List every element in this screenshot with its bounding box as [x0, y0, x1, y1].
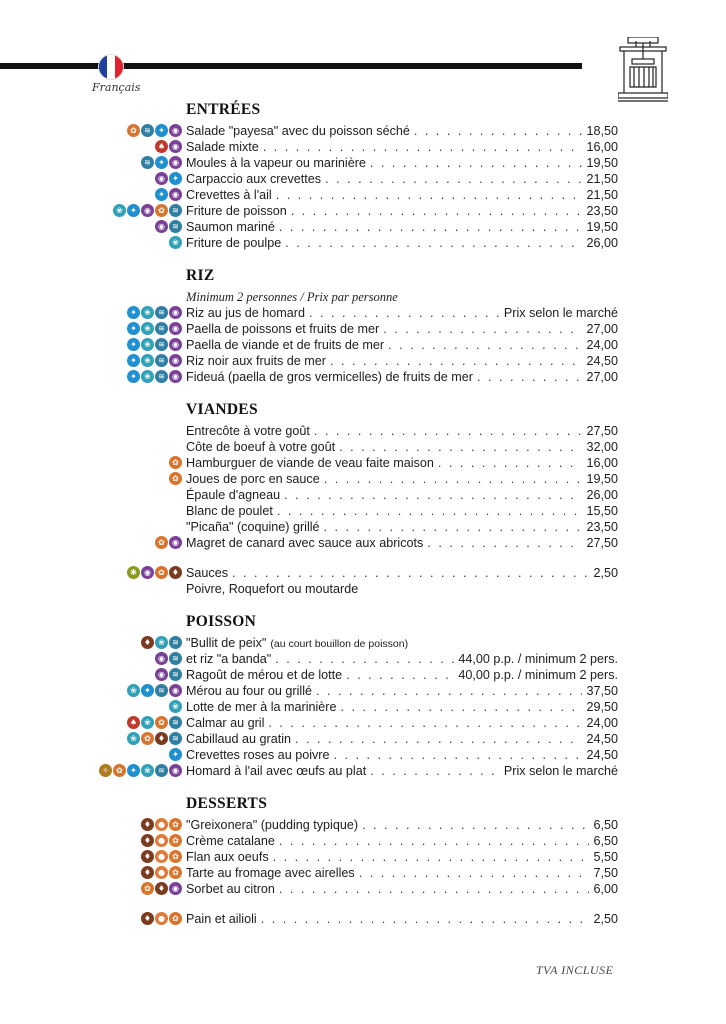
- menu-item: [130, 305, 618, 321]
- mustard-allergen-icon: ✱: [127, 566, 140, 579]
- allergen-icons: [169, 700, 182, 713]
- dot-leader: [370, 155, 583, 171]
- menu-item-name: Fideuá (paella de gros vermicelles) de fruits de mer: [186, 370, 473, 384]
- menu-item-price: 19,50: [586, 220, 618, 234]
- menu-item-price: 21,50: [586, 172, 618, 186]
- language-label[interactable]: Français: [92, 81, 141, 94]
- allergen-icons: [141, 156, 182, 169]
- menu-item-price: 2,50: [593, 566, 618, 580]
- menu-item: [129, 715, 618, 731]
- allergen-icons: [141, 882, 182, 895]
- allergen-icons: [127, 684, 182, 697]
- allergen-icons: [169, 748, 182, 761]
- menu-item-name: Blanc de poulet: [186, 504, 273, 518]
- menu-item-price: 18,50: [586, 124, 618, 138]
- menu-item: [172, 699, 618, 715]
- menu-item-price: 32,00: [586, 440, 618, 454]
- menu-item-name: Paella de viande et de fruits de mer: [186, 338, 385, 352]
- gluten-allergen-icon: ✿: [169, 456, 182, 469]
- menu-section: [116, 100, 618, 251]
- dot-leader: [325, 171, 582, 187]
- gluten-allergen-icon: ✿: [141, 882, 154, 895]
- fish-allergen-icon: ≋: [169, 204, 182, 217]
- dot-leader: [330, 353, 583, 369]
- milk-allergen-icon: ♦: [141, 818, 154, 831]
- menu-item-name: Moules à la vapeur ou marinière: [186, 156, 366, 170]
- menu-item-name: Tarte au fromage avec airelles: [186, 866, 355, 880]
- menu-item: [143, 817, 618, 833]
- menu-item-name: Riz au jus de homard: [186, 306, 306, 320]
- menu-item-price: 44,00 p.p. / minimum 2 pers.: [458, 652, 618, 666]
- fish-allergen-icon: ≋: [155, 338, 168, 351]
- dot-leader: [263, 139, 583, 155]
- section-title: POISSON: [186, 613, 257, 630]
- mollusc-allergen-icon: ◉: [169, 370, 182, 383]
- dot-leader: [261, 911, 590, 927]
- gluten-allergen-icon: ✿: [169, 818, 182, 831]
- menu-item-price: 24,50: [586, 732, 618, 746]
- menu-item-name: Côte de boeuf à votre goût: [186, 440, 336, 454]
- menu-item-name: Paella de poissons et fruits de mer: [186, 322, 380, 336]
- menu-item-name: "Greixonera" (pudding typique): [186, 818, 359, 832]
- menu-item-price: 6,50: [593, 834, 618, 848]
- menu-list: [102, 100, 618, 942]
- fish-allergen-icon: ≋: [155, 322, 168, 335]
- menu-item-name: Saumon mariné: [186, 220, 275, 234]
- menu-item-name: Sauces: [186, 566, 229, 580]
- celery-allergen-icon: ❀: [141, 716, 154, 729]
- crustacean-allergen-icon: ✦: [155, 188, 168, 201]
- gluten-allergen-icon: ✿: [127, 124, 140, 137]
- menu-item-price: 40,00 p.p. / minimum 2 pers.: [458, 668, 618, 682]
- menu-section: [102, 612, 618, 779]
- gluten-allergen-icon: ✿: [155, 716, 168, 729]
- dot-leader: [324, 519, 583, 535]
- allergen-icons: [169, 236, 182, 249]
- menu-item-name: Cabillaud au gratin: [186, 732, 292, 746]
- fish-allergen-icon: ≋: [169, 220, 182, 233]
- celery-allergen-icon: ❀: [169, 236, 182, 249]
- menu-section: [130, 400, 618, 597]
- menu-item: [186, 503, 618, 519]
- menu-item: [158, 187, 618, 203]
- dot-leader: [383, 321, 582, 337]
- language-flag-icon[interactable]: [98, 54, 124, 80]
- allergen-icons: [155, 140, 182, 153]
- menu-item-name: Ragoût de mérou et de lotte: [186, 668, 343, 682]
- menu-item: [130, 353, 618, 369]
- menu-item-name: Joues de porc en sauce: [186, 472, 320, 486]
- menu-item: [186, 487, 618, 503]
- menu-item-name: Épaule d'agneau: [186, 488, 281, 502]
- fish-allergen-icon: ≋: [169, 652, 182, 665]
- fish-allergen-icon: ≋: [169, 716, 182, 729]
- allergen-icons: [155, 668, 182, 681]
- gluten-allergen-icon: ✿: [169, 866, 182, 879]
- dot-leader: [275, 651, 454, 667]
- section-title: ENTRÉES: [186, 101, 261, 118]
- menu-item-price: 24,50: [586, 748, 618, 762]
- celery-allergen-icon: ❀: [169, 700, 182, 713]
- dot-leader: [279, 219, 583, 235]
- menu-item-name: "Bullit de peix": [186, 636, 267, 650]
- menu-item-price: 27,00: [586, 322, 618, 336]
- crustacean-allergen-icon: ✦: [169, 172, 182, 185]
- sauce-options: Poivre, Roquefort ou moutarde: [186, 582, 359, 596]
- menu-item: [130, 123, 618, 139]
- dot-leader: [279, 833, 590, 849]
- mollusc-allergen-icon: ◉: [169, 156, 182, 169]
- menu-item-price: Prix selon le marché: [503, 306, 618, 320]
- allergen-icons: [127, 322, 182, 335]
- menu-item: [130, 565, 618, 581]
- menu-item: [172, 747, 618, 763]
- menu-item-name: Sorbet au citron: [186, 882, 275, 896]
- menu-item-name: Entrecôte à votre goût: [186, 424, 310, 438]
- menu-item-price: 26,00: [586, 488, 618, 502]
- allergen-icons: [127, 354, 182, 367]
- menu-item-subnote: (au court bouillon de poisson): [270, 638, 409, 650]
- flag-stripe-blue: [99, 55, 107, 79]
- mollusc-allergen-icon: ◉: [169, 684, 182, 697]
- menu-item: [186, 439, 618, 455]
- menu-item-price: 23,50: [586, 520, 618, 534]
- menu-item: [158, 219, 618, 235]
- allergen-icons: [155, 536, 182, 549]
- mollusc-allergen-icon: ◉: [169, 188, 182, 201]
- gluten-allergen-icon: ✿: [141, 732, 154, 745]
- menu-item-price: 19,50: [586, 472, 618, 486]
- mollusc-allergen-icon: ◉: [169, 338, 182, 351]
- menu-item: [158, 667, 618, 683]
- egg-allergen-icon: ●: [155, 834, 168, 847]
- menu-item: [143, 833, 618, 849]
- menu-item-price: 16,00: [586, 456, 618, 470]
- dot-leader: [316, 683, 582, 699]
- crustacean-allergen-icon: ✦: [127, 306, 140, 319]
- celery-allergen-icon: ❀: [155, 636, 168, 649]
- egg-allergen-icon: ●: [155, 866, 168, 879]
- crustacean-allergen-icon: ✦: [127, 370, 140, 383]
- menu-item-price: 7,50: [593, 866, 618, 880]
- allergen-icons: [155, 652, 182, 665]
- dot-leader: [314, 423, 583, 439]
- gluten-allergen-icon: ✿: [169, 834, 182, 847]
- menu-item: [102, 763, 618, 779]
- menu-item: [158, 651, 618, 667]
- allergen-icons: [155, 220, 182, 233]
- dot-leader: [277, 503, 583, 519]
- section-title: VIANDES: [186, 401, 258, 418]
- menu-item: [157, 139, 618, 155]
- menu-item: [143, 865, 618, 881]
- milk-allergen-icon: ♦: [141, 866, 154, 879]
- mollusc-allergen-icon: ◉: [155, 172, 168, 185]
- gluten-allergen-icon: ✿: [169, 912, 182, 925]
- mollusc-allergen-icon: ◉: [155, 652, 168, 665]
- menu-item-price: Prix selon le marché: [503, 764, 618, 778]
- allergen-icons: [127, 338, 182, 351]
- dot-leader: [273, 849, 590, 865]
- allergen-icons: [141, 866, 182, 879]
- dot-leader: [309, 305, 500, 321]
- milk-allergen-icon: ♦: [141, 850, 154, 863]
- dot-leader: [285, 235, 582, 251]
- menu-item-price: 23,50: [586, 204, 618, 218]
- dot-leader: [477, 369, 583, 385]
- menu-item: [186, 423, 618, 439]
- allergen-icons: [141, 818, 182, 831]
- egg-allergen-icon: ●: [155, 912, 168, 925]
- menu-item: [172, 455, 618, 471]
- milk-allergen-icon: ♦: [169, 566, 182, 579]
- section-title: RIZ: [186, 267, 215, 284]
- dot-leader: [370, 763, 500, 779]
- menu-item-price: 24,50: [586, 354, 618, 368]
- menu-item-name: Salade "payesa" avec du poisson séché: [186, 124, 410, 138]
- fish-allergen-icon: ≋: [169, 732, 182, 745]
- menu-item-name: Carpaccio aux crevettes: [186, 172, 322, 186]
- menu-item-price: 15,50: [586, 504, 618, 518]
- menu-item: [116, 203, 618, 219]
- menu-item-name: Hamburguer de viande de veau faite maison: [186, 456, 434, 470]
- menu-item: [158, 171, 618, 187]
- milk-allergen-icon: ♦: [155, 732, 168, 745]
- spacer: [186, 897, 618, 911]
- menu-item-price: 24,00: [586, 716, 618, 730]
- crustacean-allergen-icon: ✦: [127, 338, 140, 351]
- allergen-icons: [155, 172, 182, 185]
- allergen-icons: [127, 370, 182, 383]
- dot-leader: [295, 731, 582, 747]
- dot-leader: [268, 715, 582, 731]
- menu-item-price: 27,50: [586, 536, 618, 550]
- menu-item-name: Riz noir aux fruits de mer: [186, 354, 326, 368]
- milk-allergen-icon: ♦: [141, 912, 154, 925]
- egg-allergen-icon: ●: [155, 850, 168, 863]
- dot-leader: [279, 881, 590, 897]
- header-rule: [0, 63, 582, 69]
- menu-item-name: "Picaña" (coquine) grillé: [186, 520, 320, 534]
- menu-item-name: Crevettes roses au poivre: [186, 748, 330, 762]
- menu-item-name: Flan aux oeufs: [186, 850, 269, 864]
- menu-item-name: Lotte de mer à la marinière: [186, 700, 337, 714]
- menu-item-price: 5,50: [593, 850, 618, 864]
- crustacean-allergen-icon: ✦: [127, 204, 140, 217]
- gluten-allergen-icon: ✿: [155, 566, 168, 579]
- fish-allergen-icon: ≋: [169, 636, 182, 649]
- sulfite-allergen-icon: ♠: [127, 716, 140, 729]
- mollusc-allergen-icon: ◉: [169, 322, 182, 335]
- menu-item-name: Homard à l'ail avec œufs au plat: [186, 764, 367, 778]
- menu-item: [144, 881, 618, 897]
- allergen-icons: [127, 732, 182, 745]
- fish-allergen-icon: ≋: [155, 370, 168, 383]
- allergen-icons: [99, 764, 182, 777]
- allergen-icons: [141, 834, 182, 847]
- allergen-icons: [141, 850, 182, 863]
- crustacean-allergen-icon: ✦: [127, 764, 140, 777]
- menu-section: [130, 266, 618, 385]
- flag-stripe-white: [107, 55, 115, 79]
- dot-leader: [232, 565, 589, 581]
- milk-allergen-icon: ♦: [141, 834, 154, 847]
- menu-item: [143, 635, 618, 651]
- dot-leader: [276, 187, 583, 203]
- fish-allergen-icon: ≋: [155, 684, 168, 697]
- mollusc-allergen-icon: ◉: [169, 882, 182, 895]
- gluten-allergen-icon: ✿: [155, 204, 168, 217]
- dot-leader: [341, 699, 583, 715]
- celery-allergen-icon: ❀: [127, 732, 140, 745]
- menu-item: [144, 155, 618, 171]
- celery-allergen-icon: ❀: [141, 370, 154, 383]
- mollusc-allergen-icon: ◉: [169, 536, 182, 549]
- celery-allergen-icon: ❀: [141, 322, 154, 335]
- menu-item-price: 27,50: [586, 424, 618, 438]
- dot-leader: [427, 535, 582, 551]
- menu-item-name: Crevettes à l'ail: [186, 188, 272, 202]
- dot-leader: [414, 123, 583, 139]
- allergen-icons: [127, 716, 182, 729]
- fish-allergen-icon: ≋: [155, 764, 168, 777]
- menu-item-price: 16,00: [586, 140, 618, 154]
- mollusc-allergen-icon: ◉: [169, 764, 182, 777]
- egg-allergen-icon: ●: [155, 818, 168, 831]
- fish-allergen-icon: ≋: [141, 156, 154, 169]
- menu-item: [130, 683, 618, 699]
- celery-allergen-icon: ❀: [141, 306, 154, 319]
- gluten-allergen-icon: ✿: [155, 536, 168, 549]
- allergen-icons: [113, 204, 182, 217]
- fish-allergen-icon: ≋: [169, 668, 182, 681]
- fish-allergen-icon: ≋: [155, 354, 168, 367]
- menu-item-name: et riz "a banda": [186, 652, 272, 666]
- menu-item-name: Crème catalane: [186, 834, 275, 848]
- tax-included-note: TVA INCLUSE: [536, 963, 614, 977]
- menu-item: [158, 535, 618, 551]
- menu-item-price: 21,50: [586, 188, 618, 202]
- dot-leader: [388, 337, 582, 353]
- menu-item-name: Mérou au four ou grillé: [186, 684, 313, 698]
- section-title: DESSERTS: [186, 795, 268, 812]
- nuts-allergen-icon: ✧: [99, 764, 112, 777]
- mollusc-allergen-icon: ◉: [169, 140, 182, 153]
- menu-item-price: 24,00: [586, 338, 618, 352]
- menu-item-name: Pain et ailioli: [186, 912, 257, 926]
- menu-item: [186, 519, 618, 535]
- mollusc-allergen-icon: ◉: [169, 306, 182, 319]
- allergen-icons: [169, 472, 182, 485]
- menu-item-name: Calmar au gril: [186, 716, 265, 730]
- celery-allergen-icon: ❀: [141, 354, 154, 367]
- menu-item-price: 37,50: [586, 684, 618, 698]
- menu-item: [143, 911, 618, 927]
- crustacean-allergen-icon: ✦: [169, 748, 182, 761]
- menu-item-price: 26,00: [586, 236, 618, 250]
- dot-leader: [284, 487, 582, 503]
- allergen-icons: [127, 566, 182, 579]
- menu-item: [130, 321, 618, 337]
- crustacean-allergen-icon: ✦: [141, 684, 154, 697]
- mollusc-allergen-icon: ◉: [155, 220, 168, 233]
- mollusc-allergen-icon: ◉: [155, 668, 168, 681]
- mollusc-allergen-icon: ◉: [169, 124, 182, 137]
- crustacean-allergen-icon: ✦: [127, 322, 140, 335]
- allergen-icons: [169, 456, 182, 469]
- dot-leader: [339, 439, 582, 455]
- menu-item: [130, 731, 618, 747]
- menu-item-price: 2,50: [593, 912, 618, 926]
- dot-leader: [359, 865, 590, 881]
- dot-leader: [346, 667, 454, 683]
- spacer: [186, 551, 618, 565]
- menu-item: [130, 337, 618, 353]
- mollusc-allergen-icon: ◉: [169, 354, 182, 367]
- menu-item-name: Salade mixte: [186, 140, 259, 154]
- menu-item-name: Friture de poisson: [186, 204, 287, 218]
- crustacean-allergen-icon: ✦: [155, 156, 168, 169]
- menu-item-name: Friture de poulpe: [186, 236, 282, 250]
- menu-item-name: Magret de canard avec sauce aux abricots: [186, 536, 424, 550]
- allergen-icons: [127, 124, 182, 137]
- celery-allergen-icon: ❀: [141, 764, 154, 777]
- wine-press-logo-icon: [618, 37, 668, 103]
- dot-leader: [438, 455, 583, 471]
- menu-item-price: 6,50: [593, 818, 618, 832]
- fish-allergen-icon: ≋: [141, 124, 154, 137]
- menu-section: [143, 794, 618, 927]
- fish-allergen-icon: ≋: [155, 306, 168, 319]
- menu-item-price: 19,50: [586, 156, 618, 170]
- dot-leader: [324, 471, 583, 487]
- menu-item: [172, 471, 618, 487]
- dot-leader: [291, 203, 583, 219]
- allergen-icons: [127, 306, 182, 319]
- menu-item-price: 27,00: [586, 370, 618, 384]
- celery-allergen-icon: ❀: [141, 338, 154, 351]
- crustacean-allergen-icon: ✦: [127, 354, 140, 367]
- mollusc-allergen-icon: ◉: [141, 204, 154, 217]
- gluten-allergen-icon: ✿: [169, 850, 182, 863]
- gluten-allergen-icon: ✿: [113, 764, 126, 777]
- allergen-icons: [141, 636, 182, 649]
- flag-stripe-red: [115, 55, 123, 79]
- mollusc-allergen-icon: ◉: [141, 566, 154, 579]
- allergen-icons: [155, 188, 182, 201]
- menu-item-price: 29,50: [586, 700, 618, 714]
- dot-leader: [334, 747, 583, 763]
- dot-leader: [362, 817, 589, 833]
- crustacean-allergen-icon: ✦: [155, 124, 168, 137]
- sulfite-allergen-icon: ♠: [155, 140, 168, 153]
- milk-allergen-icon: ♦: [155, 882, 168, 895]
- allergen-icons: [141, 912, 182, 925]
- menu-item: [143, 849, 618, 865]
- gluten-allergen-icon: ✿: [169, 472, 182, 485]
- menu-item: [130, 369, 618, 385]
- menu-item-price: 6,00: [593, 882, 618, 896]
- section-note: Minimum 2 personnes / Prix par personne: [186, 290, 398, 304]
- celery-allergen-icon: ❀: [127, 684, 140, 697]
- milk-allergen-icon: ♦: [141, 636, 154, 649]
- menu-item: [172, 235, 618, 251]
- celery-allergen-icon: ❀: [113, 204, 126, 217]
